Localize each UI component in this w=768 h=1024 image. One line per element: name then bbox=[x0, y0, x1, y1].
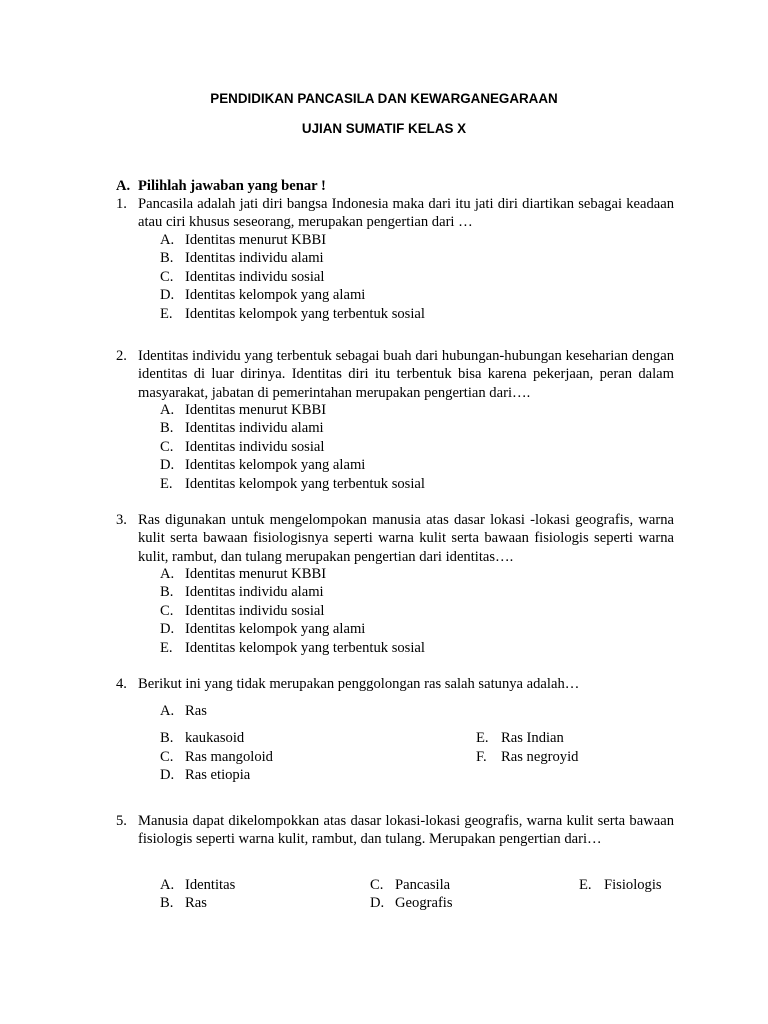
option-letter: B. bbox=[160, 895, 174, 911]
option-text: Identitas kelompok yang terbentuk sosial bbox=[185, 475, 425, 492]
option bbox=[160, 401, 425, 419]
option-text: Fisiologis bbox=[604, 877, 662, 893]
option-text: Identitas kelompok yang terbentuk sosial bbox=[185, 639, 425, 656]
option-letter: D. bbox=[160, 287, 175, 304]
question-text: Manusia dapat dikelompokkan atas dasar lokasi-lokasi geografis, warna kulit serta bawaan fisiologis seperti warna kulit, rambut, dan tulang. Merupakan pengertian dari… bbox=[138, 813, 674, 848]
option-text: kaukasoid bbox=[185, 730, 245, 746]
option-letter: B. bbox=[160, 584, 174, 601]
option-letter: A. bbox=[160, 877, 175, 893]
option-letter: D. bbox=[160, 767, 175, 783]
question-number: 4. bbox=[116, 676, 127, 692]
option bbox=[160, 475, 425, 493]
question-text: Pancasila adalah jati diri bangsa Indonesia maka dari itu jati diri diartikan sebagai keadaan atau ciri khusus seseorang, merupakan pengertian dari … bbox=[138, 196, 674, 231]
option-letter: C. bbox=[160, 602, 174, 619]
option-text: Ras Indian bbox=[501, 730, 564, 746]
option-text: Identitas individu sosial bbox=[185, 438, 325, 455]
option-letter: B. bbox=[160, 730, 174, 746]
option bbox=[160, 419, 425, 437]
option-text: Ras bbox=[185, 895, 207, 911]
option-text: Identitas kelompok yang alami bbox=[185, 287, 366, 304]
option-text: Identitas kelompok yang terbentuk sosial bbox=[185, 305, 425, 322]
question-3-options bbox=[160, 565, 425, 657]
option-text: Ras mangoloid bbox=[185, 749, 273, 765]
question-3 bbox=[116, 511, 674, 566]
option-letter: E. bbox=[160, 639, 173, 656]
option-text: Identitas menurut KBBI bbox=[185, 402, 327, 418]
option bbox=[370, 876, 450, 894]
option-text: Identitas individu alami bbox=[185, 250, 324, 267]
document-title: PENDIDIKAN PANCASILA DAN KEWARGANEGARAAN bbox=[210, 91, 558, 106]
question-1 bbox=[116, 195, 674, 232]
option bbox=[160, 894, 207, 912]
option-letter: D. bbox=[160, 457, 175, 474]
option-text: Geografis bbox=[395, 895, 453, 911]
option-letter: A. bbox=[160, 566, 175, 582]
option-letter: C. bbox=[160, 438, 174, 455]
option-text: Identitas menurut KBBI bbox=[185, 566, 327, 582]
option-text: Pancasila bbox=[395, 877, 451, 893]
option-text: Identitas kelompok yang alami bbox=[185, 457, 366, 474]
option bbox=[160, 438, 425, 456]
option-text: Identitas individu sosial bbox=[185, 268, 325, 285]
option bbox=[160, 620, 425, 638]
option bbox=[476, 748, 578, 766]
option-letter: B. bbox=[160, 420, 174, 437]
option bbox=[160, 456, 425, 474]
option-text: Identitas menurut KBBI bbox=[185, 232, 327, 248]
option-letter: C. bbox=[160, 268, 174, 285]
option bbox=[579, 876, 662, 894]
option bbox=[160, 565, 425, 583]
option bbox=[370, 894, 453, 912]
option-letter: E. bbox=[160, 305, 173, 322]
option bbox=[160, 602, 425, 620]
option bbox=[160, 702, 207, 720]
question-number: 3. bbox=[116, 512, 127, 528]
question-text: Identitas individu yang terbentuk sebagai buah dari hubungan-hubungan keseharian dengan identitas di luar dirinya. Identitas diri itu terbentuk bisa karena pekerjaan, peran dalam masyarakat, jabatan di pemerintahan merupakan pengertian dari…. bbox=[138, 348, 674, 401]
option bbox=[476, 729, 564, 747]
option-letter: E. bbox=[579, 877, 592, 893]
section-label: A. bbox=[116, 178, 131, 194]
option bbox=[160, 729, 244, 747]
option-letter: F. bbox=[476, 749, 487, 765]
question-2-options bbox=[160, 401, 425, 493]
option-letter: C. bbox=[370, 877, 384, 893]
option-letter: E. bbox=[476, 730, 489, 746]
question-1-options bbox=[160, 231, 425, 323]
option-letter: A. bbox=[160, 703, 175, 719]
question-number: 2. bbox=[116, 348, 127, 364]
option bbox=[160, 286, 425, 304]
question-number: 5. bbox=[116, 813, 127, 829]
option-text: Identitas individu alami bbox=[185, 420, 324, 437]
question-text: Berikut ini yang tidak merupakan penggolongan ras salah satunya adalah… bbox=[138, 676, 580, 692]
question-5 bbox=[116, 812, 674, 849]
option-text: Identitas individu sosial bbox=[185, 602, 325, 619]
question-text: Ras digunakan untuk mengelompokan manusia atas dasar lokasi -lokasi geografis, warna kulit serta bawaan fisiologisnya seperti warna kulit serta bawaan fisiologis seperti warna kulit, rambut, dan tulang merupakan pengertian dari identitas…. bbox=[138, 512, 674, 565]
option bbox=[160, 583, 425, 601]
option-letter: D. bbox=[160, 621, 175, 638]
option bbox=[160, 876, 235, 894]
option-letter: A. bbox=[160, 402, 175, 418]
option bbox=[160, 748, 273, 766]
option bbox=[160, 305, 425, 323]
option-text: Identitas bbox=[185, 877, 236, 893]
option bbox=[160, 639, 425, 657]
option bbox=[160, 268, 425, 286]
option-letter: A. bbox=[160, 232, 175, 248]
question-4 bbox=[116, 675, 674, 693]
option bbox=[160, 249, 425, 267]
option-letter: D. bbox=[370, 895, 385, 911]
document-subtitle: UJIAN SUMATIF KELAS X bbox=[301, 121, 467, 136]
section-heading bbox=[116, 177, 326, 195]
option-text: Ras bbox=[185, 703, 207, 719]
section-instruction: Pilihlah jawaban yang benar ! bbox=[138, 178, 326, 194]
question-number: 1. bbox=[116, 196, 127, 212]
option-letter: C. bbox=[160, 749, 174, 765]
option-letter: E. bbox=[160, 475, 173, 492]
option-letter: B. bbox=[160, 250, 174, 267]
option-text: Identitas kelompok yang alami bbox=[185, 621, 366, 638]
option bbox=[160, 231, 425, 249]
option bbox=[160, 766, 250, 784]
question-2 bbox=[116, 347, 674, 402]
option-text: Ras negroyid bbox=[501, 749, 579, 765]
option-text: Identitas individu alami bbox=[185, 584, 324, 601]
option-text: Ras etiopia bbox=[185, 767, 251, 783]
